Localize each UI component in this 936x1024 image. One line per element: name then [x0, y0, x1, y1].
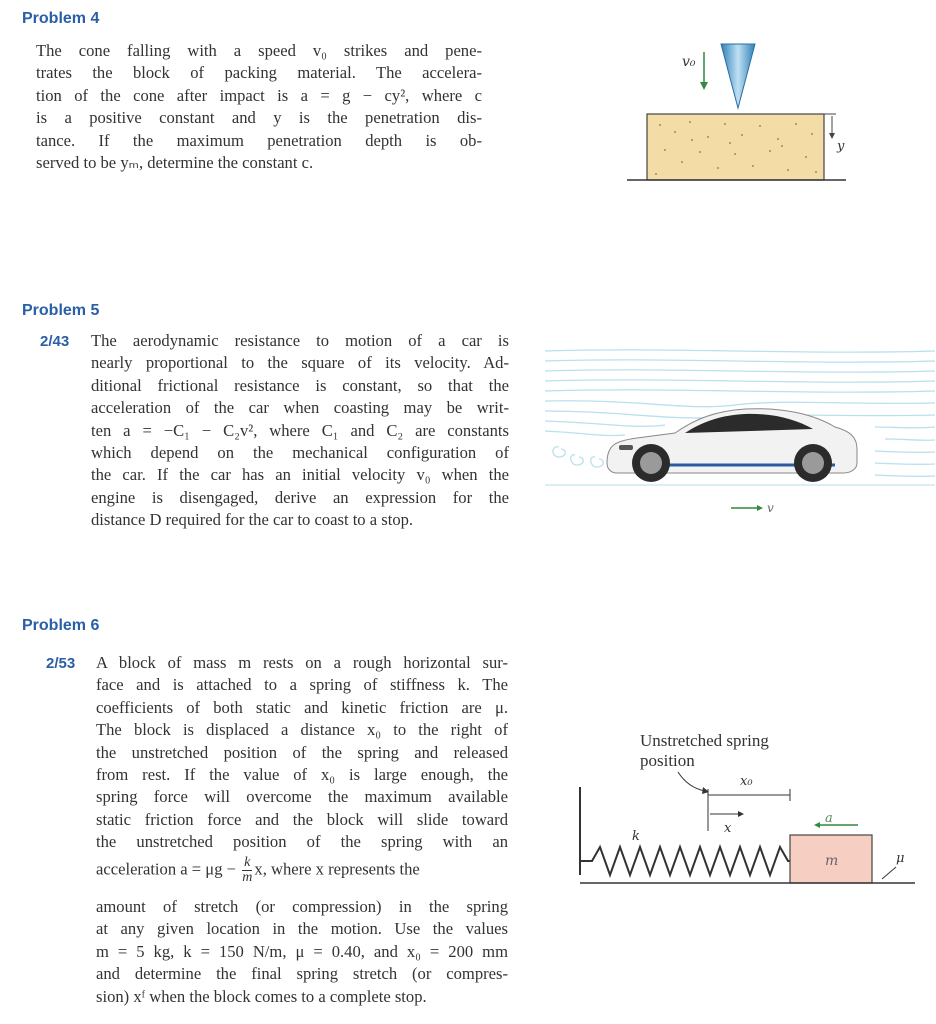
text-line: which depend on the mechanical configuration of: [91, 443, 509, 463]
acceleration-equation: [96, 856, 508, 885]
text-line: from rest. If the value of x₀ is large enough, the: [96, 765, 508, 785]
text-line: is a positive constant and y is the penetration dis-: [36, 108, 482, 128]
cone: [721, 44, 755, 108]
v0-label: v₀: [682, 54, 696, 70]
text-line: and determine the final spring stretch (or compres-: [96, 964, 508, 984]
text-line: static friction force and the block will slide toward: [96, 809, 508, 829]
k-over-m-fraction: [242, 856, 252, 885]
mu-label: μ: [896, 851, 905, 866]
text-line: m = 5 kg, k = 150 N/m, μ = 0.40, and x₀ = 200 mm: [96, 941, 508, 961]
problem-6-number: 2/53: [46, 655, 76, 672]
problem-5-number: 2/43: [40, 333, 70, 350]
text-line: The block is displaced a distance x₀ to the right of: [96, 720, 508, 740]
problem-4-title: Problem 4: [22, 10, 100, 27]
caption-line-2: position: [640, 751, 695, 770]
text-line: ten a = −C₁ − C₂v², where C₁ and C₂ are constants: [91, 420, 509, 440]
packing-block: [647, 114, 824, 180]
text-line: The aerodynamic resistance to motion of a car is: [91, 331, 509, 350]
text-line: the unstretched position of the spring with an: [96, 832, 508, 852]
spring: [580, 847, 790, 875]
text-line: tance. If the maximum penetration depth is ob-: [36, 130, 482, 150]
text-line: ditional frictional resistance is constant, so that the: [91, 375, 509, 395]
mu-pointer: [882, 867, 896, 879]
problem-5-text: [91, 330, 509, 532]
v0-arrowhead: [700, 82, 708, 90]
problem-6-text-b: [96, 896, 508, 1008]
text-line: nearly proportional to the square of its velocity. Ad-: [91, 353, 509, 373]
text-line: trates the block of packing material. The accelera-: [36, 63, 482, 83]
caption-pointer: [678, 772, 705, 791]
accel-suffix: x, where x represents the: [254, 859, 420, 879]
accel-prefix: acceleration a = μg −: [96, 859, 237, 879]
problem-6-text-a: [96, 652, 508, 854]
caption-line-1: Unstretched spring: [640, 731, 769, 750]
car-airflow-figure: [545, 345, 935, 525]
text-line: A block of mass m rests on a rough horizontal sur-: [96, 653, 508, 672]
x0-label: x₀: [740, 774, 753, 789]
text-line: engine is disengaged, derive an expression for the: [91, 487, 509, 507]
k-label: k: [632, 829, 640, 844]
cone-block-figure: [620, 40, 850, 190]
frac-denominator: m: [242, 870, 253, 885]
velocity-label: v: [767, 501, 774, 515]
text-line: acceleration of the car when coasting may be writ-: [91, 398, 509, 418]
problem-5-title: Problem 5: [22, 302, 100, 319]
text-line: The cone falling with a speed v₀ strikes and pene-: [36, 41, 482, 60]
text-line: face and is attached to a spring of stiffness k. The: [96, 675, 508, 695]
text-line: tion of the cone after impact is a = g − cy², where c: [36, 85, 482, 105]
problem-6-title: Problem 6: [22, 617, 100, 634]
car: [607, 409, 857, 482]
text-line: spring force will overcome the maximum available: [96, 787, 508, 807]
text-line: coefficients of both static and kinetic friction are μ.: [96, 697, 508, 717]
spring-block-figure: [570, 725, 920, 900]
text-line: distance D required for the car to coast to a stop.: [91, 510, 414, 530]
text-line: the car. If the car has an initial velocity v₀ when the: [91, 465, 509, 485]
text-line: amount of stretch (or compression) in the spring: [96, 897, 508, 916]
text-line: served to be yₘ, determine the constant c.: [36, 153, 314, 173]
x-label: x: [724, 821, 732, 836]
problem-4-text: [36, 40, 482, 174]
a-label: a: [825, 811, 833, 826]
text-line: the unstretched position of the spring and released: [96, 742, 508, 762]
text-line: sion) xᶠ when the block comes to a complete stop.: [96, 986, 427, 1006]
m-label: m: [825, 853, 839, 869]
text-line: at any given location in the motion. Use the values: [96, 919, 508, 939]
frac-numerator: k: [244, 855, 251, 870]
y-label: y: [837, 139, 845, 154]
